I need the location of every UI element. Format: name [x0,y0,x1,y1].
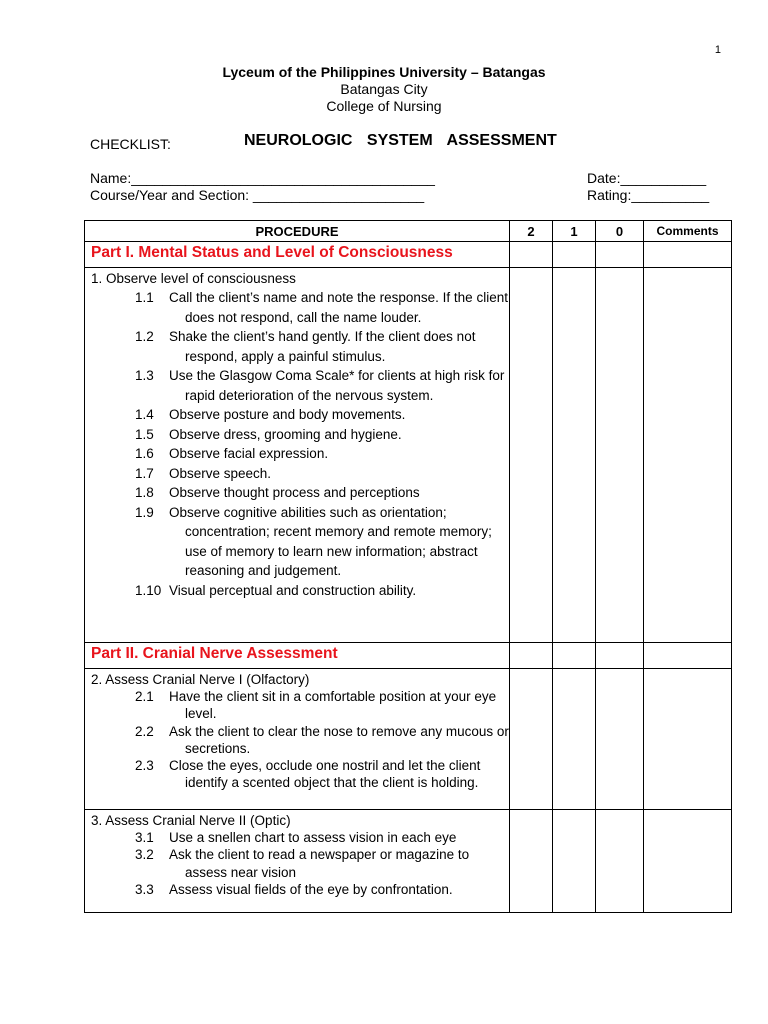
course-section-field[interactable]: Course/Year and Section: ______________________ [90,187,425,203]
score-2-cell[interactable] [510,242,553,268]
checklist-label: CHECKLIST: [90,136,171,152]
step-item [91,503,509,581]
comments-cell[interactable] [644,242,732,268]
score-0-cell[interactable] [596,643,644,669]
step-text: Shake the client’s hand gently. If the client does not respond, apply a painful stimulus. [169,329,476,364]
score-1-cell[interactable] [553,669,596,810]
step-number: 3.2 [135,847,154,863]
score-2-cell[interactable] [510,643,553,669]
score-2-cell[interactable] [510,268,553,643]
procedure-group-1 [85,268,510,643]
part-2-title: Part II. Cranial Nerve Assessment [85,643,510,669]
step-item [91,483,509,503]
group-3-heading: 3. Assess Cranial Nerve II (Optic) [91,813,291,828]
date-field[interactable]: Date:___________ [587,170,707,186]
table-row [85,268,732,643]
table-row [85,810,732,913]
checklist-title: NEUROLOGIC SYSTEM ASSESSMENT [244,132,557,149]
step-text: Use the Glasgow Coma Scale* for clients at high risk for rapid deterioration of the nervous system. [169,368,505,403]
comments-cell[interactable] [644,268,732,643]
step-number: 1.7 [135,465,154,481]
name-field[interactable]: Name:_______________________________________ [90,170,435,186]
step-number: 3.1 [135,830,154,845]
step-item [91,425,509,445]
procedure-group-3 [85,810,510,913]
step-text: Assess visual fields of the eye by confrontation. [169,881,453,897]
checklist-table [84,220,732,913]
step-item [91,581,509,601]
comments-cell[interactable] [644,669,732,810]
step-number: 3.3 [135,881,154,897]
table-row [85,669,732,810]
comments-cell[interactable] [644,810,732,913]
step-text: Observe cognitive abilities such as orientation; concentration; recent memory and remote memory; use of memory to learn new information; abstract reasoning and judgement. [169,504,492,578]
step-text: Observe speech. [169,465,272,481]
score-0-cell[interactable] [596,268,644,643]
step-text: Have the client sit in a comfortable position at your eye level. [169,689,497,722]
step-number: 1.3 [135,368,154,383]
step-item [91,366,509,405]
step-item [91,846,509,881]
comments-cell[interactable] [644,643,732,669]
step-number: 1.2 [135,329,154,344]
step-number: 1.9 [135,504,154,520]
checklist-heading [90,132,730,154]
table-header-row [85,221,732,242]
score-1-cell[interactable] [553,810,596,913]
step-item [91,444,509,464]
score-1-header: 1 [553,221,596,242]
step-item [91,327,509,366]
score-2-cell[interactable] [510,810,553,913]
group-1-heading: 1. Observe level of consciousness [91,271,296,286]
step-item [91,881,509,898]
part-1-title-row [85,242,732,268]
score-1-cell[interactable] [553,643,596,669]
comments-header: Comments [644,221,732,242]
step-number: 1.5 [135,426,154,442]
step-number: 2.1 [135,689,154,704]
rating-field[interactable]: Rating:__________ [587,187,710,203]
score-0-cell[interactable] [596,242,644,268]
score-1-cell[interactable] [553,242,596,268]
score-2-cell[interactable] [510,669,553,810]
city-name: Batangas City [340,81,428,97]
part-2-title-row [85,643,732,669]
procedure-header: PROCEDURE [85,221,510,242]
step-item [91,405,509,425]
procedure-group-2 [85,669,510,810]
step-text: Ask the client to clear the nose to remove any mucous or secretions. [169,723,509,756]
step-item [91,688,509,723]
page-number: 1 [714,44,721,56]
score-0-cell[interactable] [596,810,644,913]
group-2-heading: 2. Assess Cranial Nerve I (Olfactory) [91,672,310,687]
college-name: College of Nursing [326,98,442,114]
step-text: Call the client’s name and note the response. If the client does not respond, call the name louder. [169,290,508,325]
step-item [91,723,509,758]
student-info [90,170,730,204]
step-text: Use a snellen chart to assess vision in each eye [169,830,457,845]
step-text: Visual perceptual and construction ability. [169,582,417,598]
step-number: 1.10 [135,582,162,598]
step-number: 1.6 [135,446,154,461]
step-item [91,829,509,846]
step-text: Observe posture and body movements. [169,407,406,422]
step-item [91,464,509,484]
step-text: Observe thought process and perceptions [169,485,420,500]
score-1-cell[interactable] [553,268,596,643]
step-text: Close the eyes, occlude one nostril and let the client identify a scented object that the client is holding. [169,758,481,791]
university-name: Lyceum of the Philippines University – Batangas [222,64,546,80]
step-item [91,757,509,792]
step-number: 2.2 [135,723,154,739]
score-0-cell[interactable] [596,669,644,810]
step-item [91,288,509,327]
step-number: 1.8 [135,485,154,500]
step-text: Ask the client to read a newspaper or magazine to assess near vision [169,847,470,880]
score-2-header: 2 [510,221,553,242]
part-1-title: Part I. Mental Status and Level of Consciousness [85,242,510,268]
document-header [0,64,768,115]
step-number: 1.4 [135,407,154,422]
step-number: 1.1 [135,290,154,305]
step-text: Observe facial expression. [169,446,329,461]
step-number: 2.3 [135,758,154,774]
step-text: Observe dress, grooming and hygiene. [169,426,402,442]
score-0-header: 0 [596,221,644,242]
